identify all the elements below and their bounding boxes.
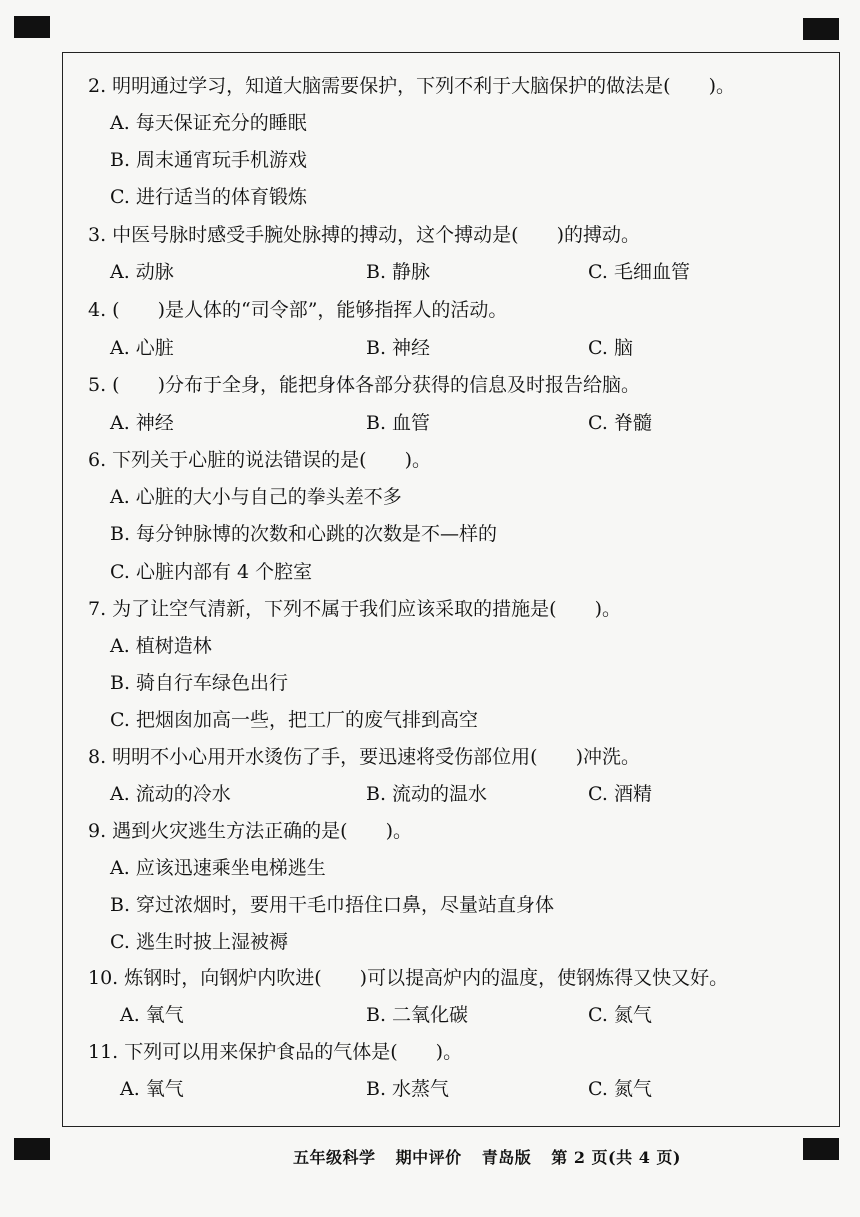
registration-mark-bottom-left [14,1138,50,1160]
option: A. 动脉 [110,261,174,283]
question-stem: 9. 遇到火灾逃生方法正确的是( )。 [88,820,412,842]
option: B. 每分钟脉博的次数和心跳的次数是不—样的 [110,523,498,545]
option: A. 心脏 [110,337,174,359]
option: C. 逃生时披上湿被褥 [110,931,288,953]
registration-mark-top-left [14,16,50,38]
option: B. 穿过浓烟时，要用干毛巾捂住口鼻，尽量站直身体 [110,894,555,916]
option: A. 氧气 [120,1004,184,1026]
question-stem: 3. 中医号脉时感受手腕处脉搏的搏动，这个搏动是( )的搏动。 [88,224,640,246]
option: C. 酒精 [588,783,652,805]
option: A. 氧气 [120,1078,184,1100]
option: B. 血管 [366,412,431,434]
option: B. 周末通宵玩手机游戏 [110,149,308,171]
option: C. 脑 [588,337,633,359]
option: B. 静脉 [366,261,431,283]
option: A. 心脏的大小与自己的拳头差不多 [110,486,402,508]
option: C. 毛细血管 [588,261,690,283]
option: B. 水蒸气 [366,1078,450,1100]
option: B. 二氧化碳 [366,1004,469,1026]
footer-edition: 青岛版 [481,1148,532,1167]
question-stem: 2. 明明通过学习，知道大脑需要保护，下列不利于大脑保护的做法是( )。 [88,75,735,97]
question-stem: 5. ( )分布于全身，能把身体各部分获得的信息及时报告给脑。 [88,374,640,396]
question-stem: 10. 炼钢时，向钢炉内吹进( )可以提高炉内的温度，使钢炼得又快又好。 [88,967,729,989]
option: C. 脊髓 [588,412,652,434]
option: C. 把烟囱加高一些，把工厂的废气排到高空 [110,709,478,731]
footer-exam: 期中评价 [395,1148,462,1167]
option: A. 神经 [110,412,174,434]
option: C. 心脏内部有 4 个腔室 [110,561,313,583]
footer-page-number: 第 2 页(共 4 页) [551,1148,681,1167]
option: C. 进行适当的体育锻炼 [110,186,307,208]
option: B. 流动的温水 [366,783,488,805]
registration-mark-bottom-right [803,1138,839,1160]
option: A. 流动的冷水 [110,783,231,805]
question-stem: 6. 下列关于心脏的说法错误的是( )。 [88,449,431,471]
question-stem: 11. 下列可以用来保护食品的气体是( )。 [88,1041,463,1063]
question-stem: 4. ( )是人体的“司令部”，能够指挥人的活动。 [88,299,508,321]
option: B. 骑自行车绿色出行 [110,672,289,694]
registration-mark-top-right [803,18,839,40]
question-stem: 8. 明明不小心用开水烫伤了手，要迅速将受伤部位用( )冲洗。 [88,746,640,768]
option: A. 应该迅速乘坐电梯逃生 [110,857,326,879]
option: A. 每天保证充分的睡眠 [110,112,307,134]
option: C. 氮气 [588,1078,652,1100]
option: B. 神经 [366,337,431,359]
option: C. 氮气 [588,1004,652,1026]
option: A. 植树造林 [110,635,212,657]
page-footer [293,1145,695,1168]
question-stem: 7. 为了让空气清新，下列不属于我们应该采取的措施是( )。 [88,598,621,620]
footer-subject: 五年级科学 [293,1148,376,1167]
